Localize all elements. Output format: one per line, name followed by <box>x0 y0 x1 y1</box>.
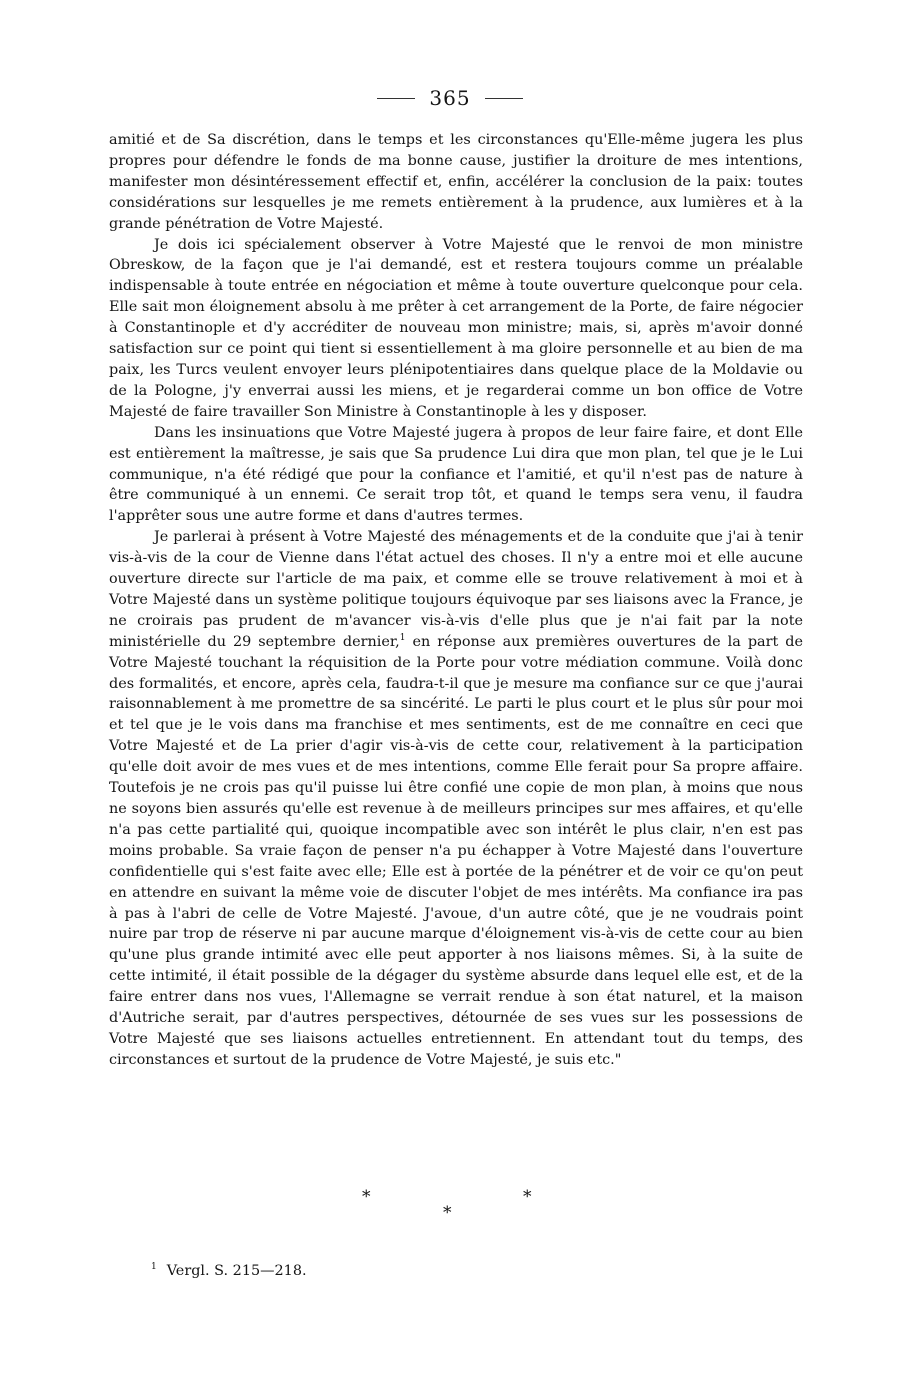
ornament-star-bottom: * <box>443 1203 452 1223</box>
header-dash-right <box>485 98 523 99</box>
paragraph-2: Je dois ici spécialement observer à Votre Majesté que le renvoi de mon ministre Obreskow, de la façon que je l'ai demandé, est et restera toujours comme un préalable indispensable à toute entrée en négociation et même à toute ouverture quelconque pour cela. Elle sait mon éloignement absolu à me prêter à cet arrangement de la Porte, de faire négocier à Constantinople et d'y accréditer de nouveau mon ministre; mais, si, après m'avoir donné satisfaction sur ce point qui tient si essentiellement à ma gloire personnelle et au bien de ma paix, les Turcs veulent envoyer leurs plénipotentiaires dans quelque place de la Moldavie ou de la Pologne, j'y enverrai aussi les miens, et je regarderai comme un bon office de Votre Majesté de faire travailler Son Ministre à Constantinople à les y disposer. <box>109 236 803 420</box>
paragraph-4 <box>109 527 803 1071</box>
page-number: 365 <box>429 86 471 110</box>
paragraph-4-part-2: en réponse aux premières ouvertures de la part de Votre Majesté touchant la réquisition de la Porte pour votre médiation commune. Voilà donc des formalités, et encore, après cela, faudra-t-il que je mesure ma confiance sur ce que j'aurai raisonnablement à me promettre de sa sincérité. Le parti le plus court et le plus sûr pour moi et tel que je le vois dans ma franchise et mes sentiments, est de me connaître en ceci que Votre Majesté et de La prier d'agir vis-à-vis de cette cour, relativement à la participation qu'elle doit avoir de mes vues et de mes intentions, comme Elle ferait pour Sa propre affaire. Toutefois je ne crois pas qu'il puisse lui être confié une copie de mon plan, à moins que nous ne soyons bien assurés qu'elle est revenue à de meilleurs principes sur mes affaires, et qu'elle n'a pas cette partialité qui, quoique incompatible avec son intérêt le plus clair, n'en est pas moins probable. Sa vraie façon de penser n'a pu échapper à Votre Majesté dans l'ouverture confidentielle qui s'est faite avec elle; Elle est à portée de la pénétrer et de voir ce qu'on peut en attendre en suivant la même voie de discuter l'objet de mes intérêts. Ma confiance ira pas à pas à l'abri de celle de Votre Majesté. J'avoue, d'un autre côté, que je ne voudrais point nuire par trop de réserve ni par aucune marque d'éloignement vis-à-vis de cette cour au bien qu'une plus grande intimité avec elle peut apporter à nos liaisons mêmes. Si, à la suite de cette intimité, il était possible de la dégager du système absurde dans lequel elle est, et de la faire entrer dans nos vues, l'Allemagne se verrait rendue à son état naturel, et la maison d'Autriche serait, par d'autres perspectives, détournée de ses vues sur les possessions de Votre Majesté que ses liaisons actuelles entretiennent. En attendant tout du temps, des circonstances et surtout de la prudence de Votre Majesté, je suis etc." <box>109 633 803 1068</box>
paragraph-4-part-1: Je parlerai à présent à Votre Majesté des ménagements et de la conduite que j'ai à tenir vis-à-vis de la cour de Vienne dans l'état actuel des choses. Il n'y a entre moi et elle aucune ouverture directe sur l'article de ma paix, et comme elle se trouve relativement à moi et à Votre Majesté dans un système politique toujours équivoque par ses liaisons avec la France, je ne croirais pas prudent de m'avancer vis-à-vis d'elle plus que je n'ai fait par la note ministérielle du 29 septembre dernier, <box>109 529 803 650</box>
footnote-reference[interactable]: 1 <box>399 632 406 643</box>
header-dash-left <box>377 98 415 99</box>
body-text <box>109 130 803 1071</box>
ornament-star-right: * <box>523 1187 532 1207</box>
footnote-text: Vergl. S. 215—218. <box>166 1262 307 1279</box>
footnote <box>151 1262 307 1279</box>
page-header <box>0 86 900 110</box>
section-ornament <box>0 1187 900 1227</box>
paragraph-1: amitié et de Sa discrétion, dans le temps et les circonstances qu'Elle-même jugera les plus propres pour défendre le fonds de ma bonne cause, justifier la droiture de mes intentions, manifester mon désintéressement effectif et, enfin, accélérer la conclusion de la paix: toutes considérations sur lesquelles je me remets entièrement à la prudence, aux lumières et à la grande pénétration de Votre Majesté. <box>109 132 803 232</box>
ornament-star-left: * <box>362 1187 371 1207</box>
paragraph-3: Dans les insinuations que Votre Majesté jugera à propos de leur faire faire, et dont Elle est entièrement la maîtresse, je sais que Sa prudence Lui dira que mon plan, tel que je le Lui communique, n'a été rédigé que pour la confiance et l'amitié, et qu'il n'est pas de nature à être communiqué à un ennemi. Ce serait trop tôt, et quand le temps sera venu, il faudra l'apprêter sous une autre forme et dans d'autres termes. <box>109 424 803 525</box>
footnote-mark: 1 <box>151 1262 157 1272</box>
